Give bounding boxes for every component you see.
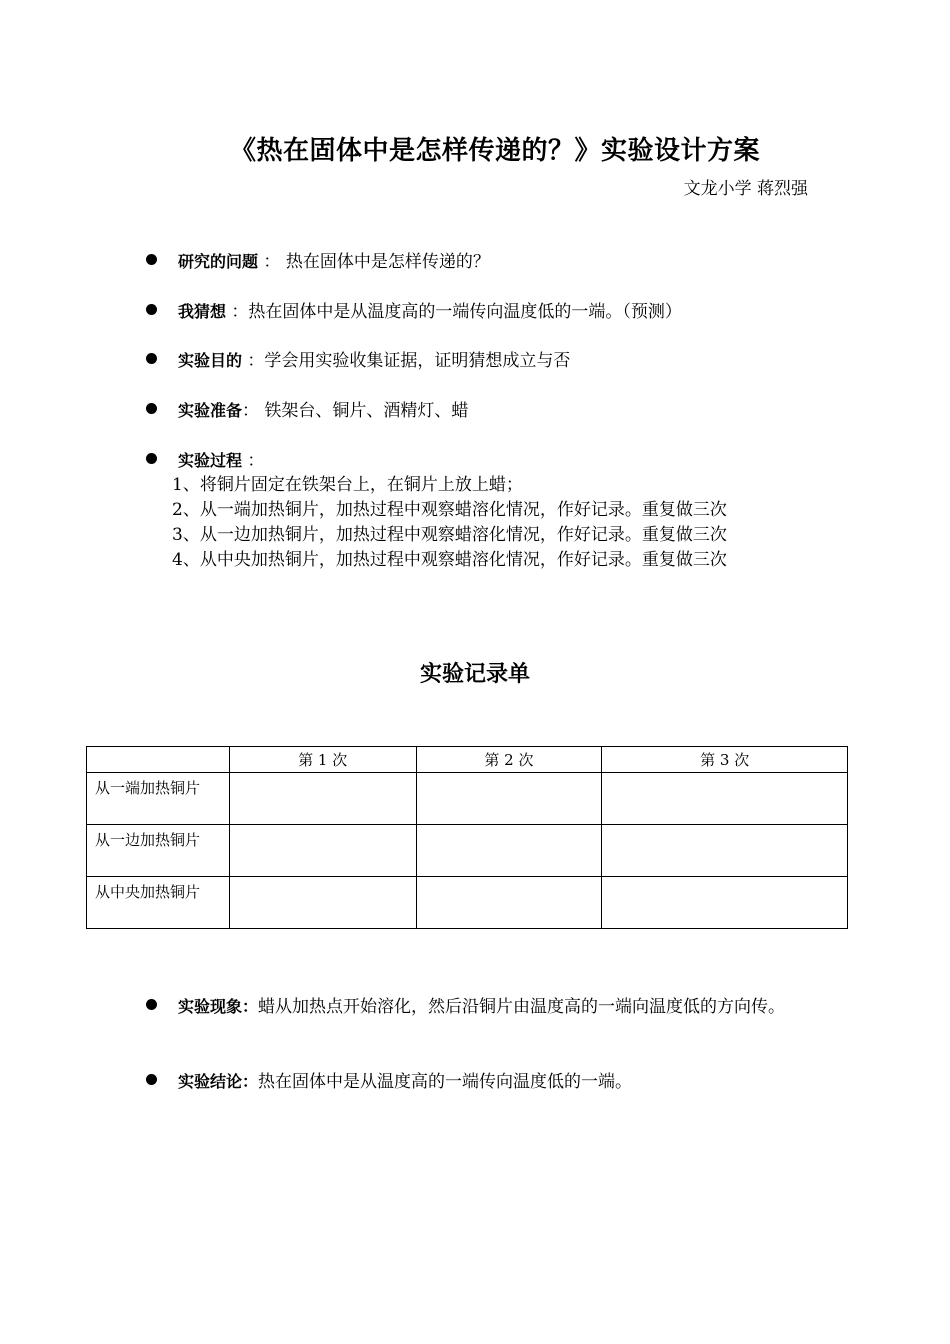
item-text: 蜡从加热点开始溶化，然后沿铜片由温度高的一端向温度低的方向传。 bbox=[258, 997, 786, 1017]
item-label: 实验现象 bbox=[178, 997, 243, 1016]
item-label: 研究的问题 bbox=[178, 252, 259, 271]
item-label: 实验过程 bbox=[178, 451, 243, 470]
bullet-icon bbox=[146, 403, 157, 414]
bullet-icon bbox=[146, 999, 157, 1010]
item-label: 实验准备 bbox=[178, 401, 243, 420]
procedure-step: 3、从一边加热铜片，加热过程中观察蜡溶化情况，作好记录。重复做三次 bbox=[172, 525, 727, 545]
table-row bbox=[87, 825, 848, 877]
item-text: 铁架台、铜片、酒精灯、蜡 bbox=[264, 401, 469, 421]
header-cell: 第 2 次 bbox=[416, 747, 602, 773]
record-cell[interactable] bbox=[229, 825, 416, 877]
phenomenon-item bbox=[146, 994, 818, 1020]
table-header-row bbox=[87, 747, 848, 773]
bullet-icon bbox=[146, 254, 157, 265]
purpose-item bbox=[146, 348, 818, 374]
header-cell: 第 3 次 bbox=[602, 747, 848, 773]
item-text: 热在固体中是怎样传递的？ bbox=[285, 252, 490, 272]
research-question-item bbox=[146, 249, 818, 275]
procedure-item bbox=[146, 448, 818, 474]
item-separator: ： bbox=[242, 401, 265, 421]
header-cell: 第 1 次 bbox=[229, 747, 416, 773]
item-text: 学会用实验收集证据，证明猜想成立与否 bbox=[264, 351, 571, 371]
record-cell[interactable] bbox=[602, 825, 848, 877]
table-row bbox=[87, 877, 848, 929]
record-cell[interactable] bbox=[229, 877, 416, 929]
record-cell[interactable] bbox=[602, 773, 848, 825]
procedure-step: 4、从中央加热铜片，加热过程中观察蜡溶化情况，作好记录。重复做三次 bbox=[172, 550, 727, 570]
item-separator: ： bbox=[242, 451, 265, 471]
bullet-icon bbox=[146, 453, 157, 464]
record-cell[interactable] bbox=[416, 773, 602, 825]
item-label: 实验目的 bbox=[178, 351, 243, 370]
item-label: 我猜想 bbox=[178, 302, 227, 321]
row-label: 从一端加热铜片 bbox=[87, 773, 230, 825]
conclusion-item bbox=[146, 1069, 818, 1095]
materials-item bbox=[146, 398, 818, 424]
table-row bbox=[87, 773, 848, 825]
item-separator: ： bbox=[242, 351, 265, 371]
bullet-icon bbox=[146, 304, 157, 315]
item-text: 热在固体中是从温度高的一端传向温度低的一端。 bbox=[258, 1072, 633, 1092]
record-cell[interactable] bbox=[416, 825, 602, 877]
document-title: 《热在固体中是怎样传递的？》实验设计方案 bbox=[229, 136, 760, 166]
bullet-icon bbox=[146, 353, 157, 364]
record-cell[interactable] bbox=[229, 773, 416, 825]
hypothesis-item bbox=[146, 299, 818, 325]
item-text: 热在固体中是从温度高的一端传向温度低的一端。（预测） bbox=[248, 302, 682, 322]
item-separator: ： bbox=[226, 302, 249, 322]
item-separator: ： bbox=[242, 997, 259, 1016]
item-separator: ： bbox=[258, 252, 286, 272]
record-sheet-title: 实验记录单 bbox=[419, 662, 530, 687]
bullet-icon bbox=[146, 1074, 157, 1085]
procedure-steps bbox=[172, 473, 727, 573]
procedure-step: 1、将铜片固定在铁架台上，在铜片上放上蜡； bbox=[172, 475, 523, 495]
item-label: 实验结论 bbox=[178, 1072, 243, 1091]
record-cell[interactable] bbox=[602, 877, 848, 929]
procedure-step: 2、从一端加热铜片，加热过程中观察蜡溶化情况，作好记录。重复做三次 bbox=[172, 500, 727, 520]
record-cell[interactable] bbox=[416, 877, 602, 929]
header-cell bbox=[87, 747, 230, 773]
item-separator: ： bbox=[242, 1072, 259, 1091]
row-label: 从中央加热铜片 bbox=[87, 877, 230, 929]
record-table bbox=[86, 746, 848, 929]
author-line: 文龙小学 蒋烈强 bbox=[683, 179, 808, 199]
row-label: 从一边加热铜片 bbox=[87, 825, 230, 877]
